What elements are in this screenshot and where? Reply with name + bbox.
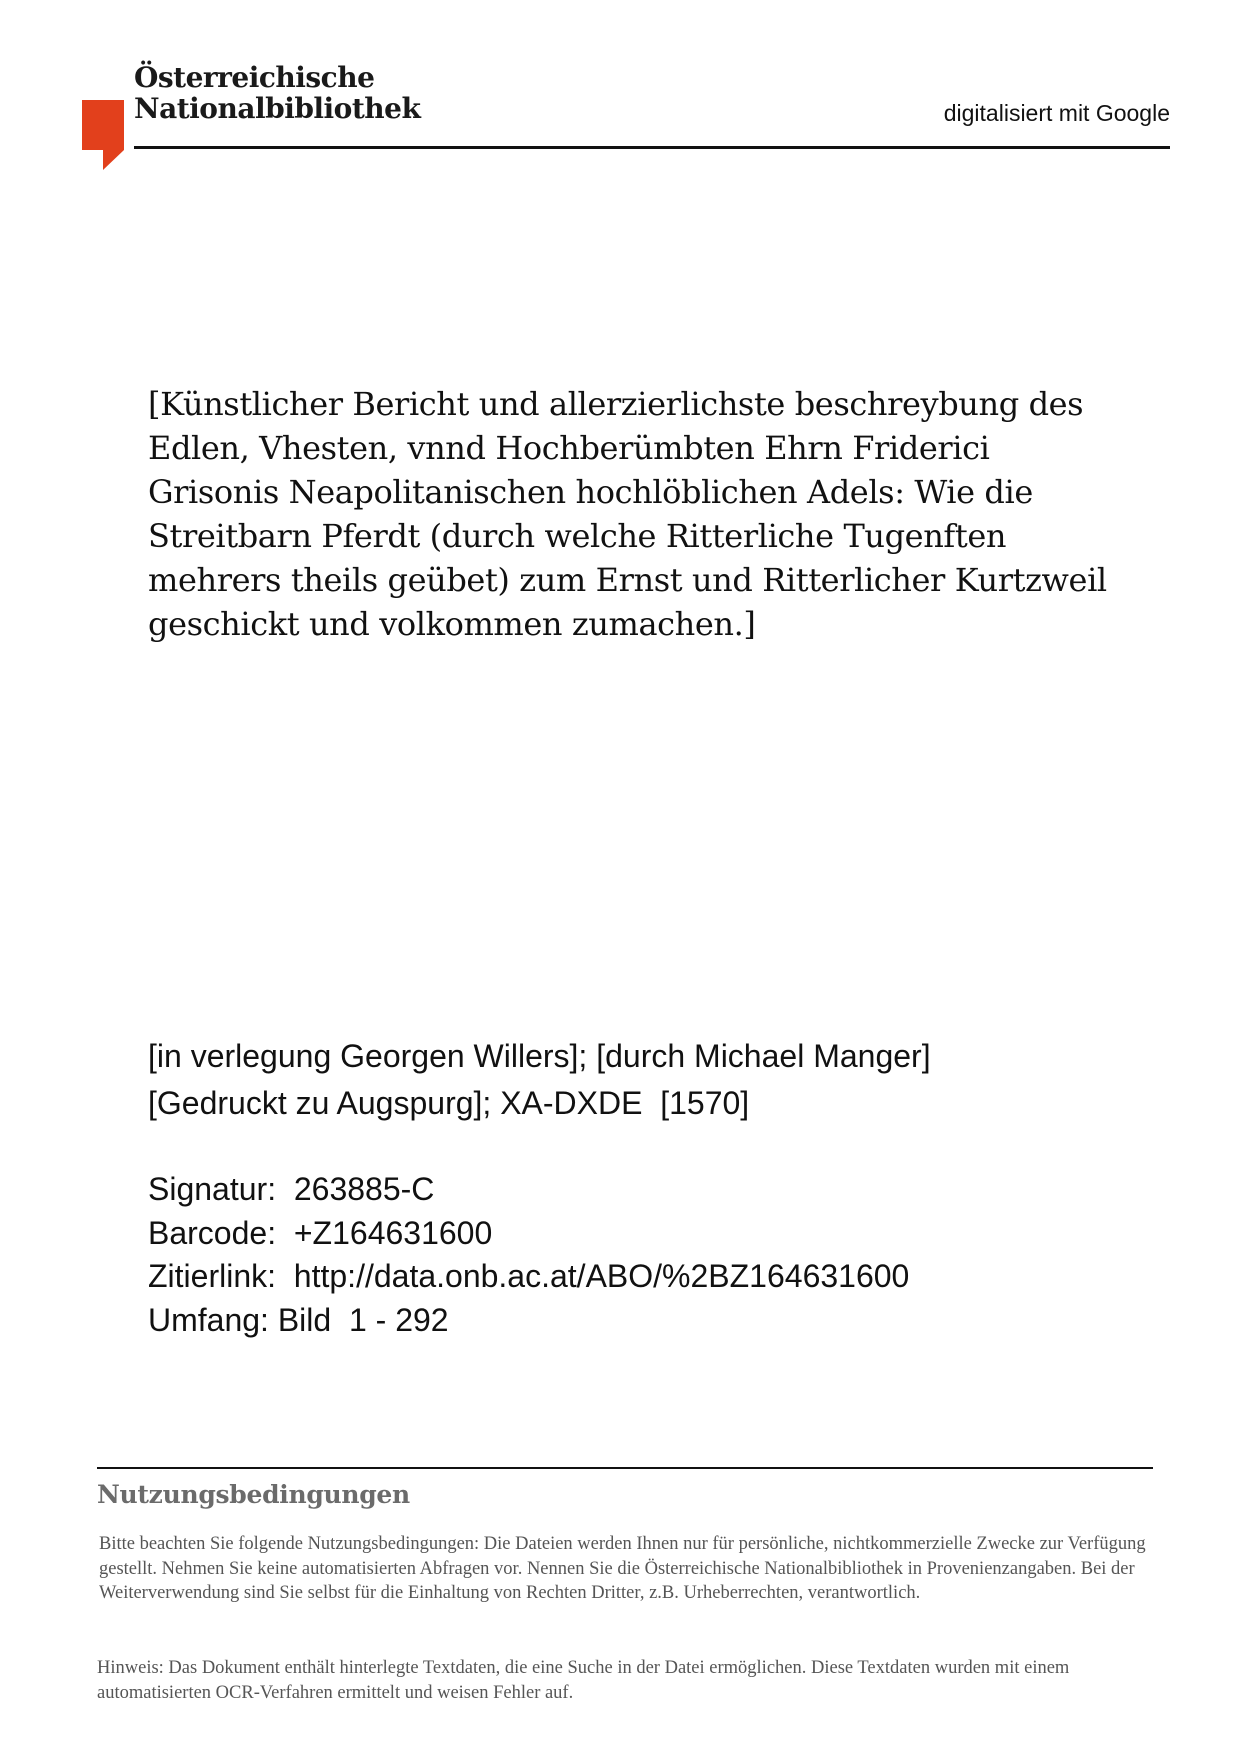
imprint-line: [Gedruckt zu Augspurg]; XA-DXDE [1570]: [148, 1085, 750, 1121]
footer-divider: [97, 1467, 1153, 1469]
logo-line-1: Österreichische: [134, 61, 375, 94]
header-divider: [134, 146, 1170, 149]
publisher-line: [in verlegung Georgen Willers]; [durch Michael Manger]: [148, 1038, 931, 1074]
umfang: Umfang: Bild 1 - 292: [148, 1301, 449, 1338]
terms-note: Hinweis: Das Dokument enthält hinterlegte Textdaten, die eine Suche in der Datei ermöglichen. Diese Textdaten wurden mit einem automatisierten OCR-Verfahren ermittelt und weisen Fehler auf.: [97, 1658, 1070, 1703]
barcode: Barcode: +Z164631600: [148, 1214, 493, 1251]
logo-line-2: Nationalbibliothek: [134, 92, 421, 125]
library-logo-text: [134, 62, 420, 124]
onb-logo-icon: [82, 100, 124, 170]
book-title: [Künstlicher Bericht und allerzierlichste beschreybung des Edlen, Vhesten, vnnd Hochberümbten Ehrn Friderici Grisonis Neapolitanischen hochlöblichen Adels: Wie die Streitbarn Pferdt (durch welche Ritterliche Tugenften mehrers theils geübet) zum Ernst und Ritterlicher Kurtzweil geschickt und volkommen zumachen.]: [148, 385, 1107, 643]
terms-heading: Nutzungsbedingungen: [97, 1480, 410, 1509]
terms-body: Bitte beachten Sie folgende Nutzungsbedingungen: Die Dateien werden Ihnen nur für persönliche, nichtkommerzielle Zwecke zur Verfügung gestellt. Nehmen Sie keine automatisierten Abfragen vor. Nennen Sie die Österreichische Nationalbibliothek in Provenienzangaben. Bei der Weiterverwendung sind Sie selbst für die Einhaltung von Rechten Dritter, z.B. Urheberrechten, verantwortlich.: [99, 1534, 1146, 1603]
zitierlink[interactable]: Zitierlink: http://data.onb.ac.at/ABO/%2BZ164631600: [148, 1258, 910, 1294]
identifiers: [148, 1168, 909, 1342]
digitized-note: digitalisiert mit Google: [943, 100, 1170, 126]
signatur: Signatur: 263885-C: [148, 1171, 435, 1207]
publication-info: [148, 1033, 931, 1127]
logo-flag-shape: [82, 100, 124, 170]
